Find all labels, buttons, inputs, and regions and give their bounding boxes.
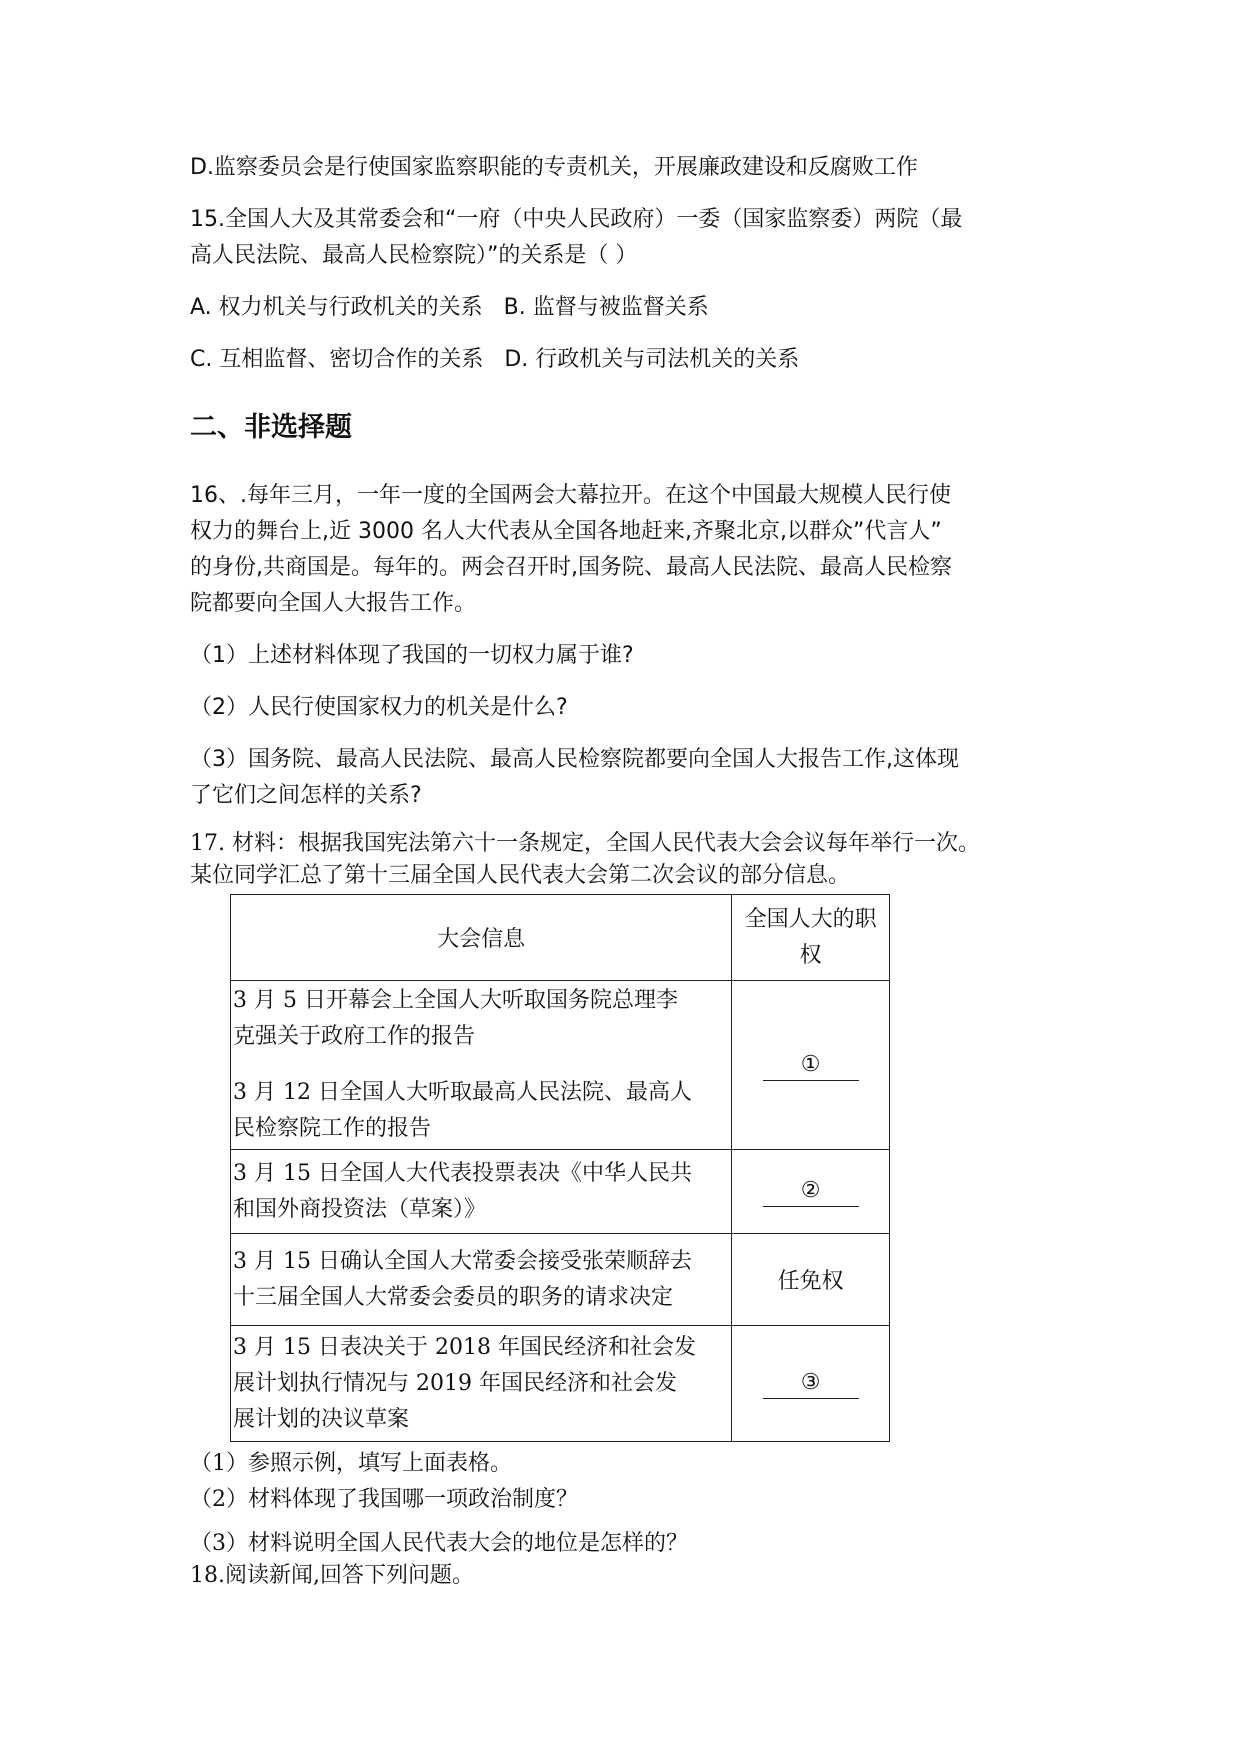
q17-line2: 某位同学汇总了第十三届全国人民代表大会第二次会议的部分信息。 xyxy=(190,863,851,888)
table-row xyxy=(231,981,890,1150)
row3-info-cell xyxy=(231,1234,732,1326)
row3-power: 任免权 xyxy=(777,1269,844,1294)
row2-power-cell xyxy=(732,1150,890,1234)
header-info: 大会信息 xyxy=(437,927,526,952)
q17-sub1: （1）参照示例，填写上面表格。 xyxy=(190,1451,512,1476)
q16-line3: 的身份,共商国是。每年的。两会召开时,国务院、最高人民法院、最高人民检察 xyxy=(190,555,952,580)
q15-options-ab xyxy=(190,290,723,326)
row4-info-cell xyxy=(231,1326,732,1442)
row3-info xyxy=(231,1242,731,1318)
row1-info-b-line1: 3 月 12 日全国人大听取最高人民法院、最高人 xyxy=(233,1080,692,1105)
q16-sub3-line2: 了它们之间怎样的关系? xyxy=(190,783,422,808)
q17-info-table xyxy=(230,894,890,1442)
q16-line4: 院都要向全国人大报告工作。 xyxy=(190,591,477,616)
row4-info-line1: 3 月 15 日表决关于 2018 年国民经济和社会发 xyxy=(233,1334,696,1360)
header-info-cell xyxy=(231,895,732,981)
header-power-cell xyxy=(732,895,890,981)
q15-options-cd xyxy=(190,342,813,378)
row2-info-line2: 和国外商投资法（草案）》 xyxy=(233,1196,487,1222)
row4-info-line3: 展计划的决议草案 xyxy=(233,1406,410,1432)
row1-info-cell xyxy=(231,981,732,1150)
header-power-line1: 全国人大的职 xyxy=(744,906,877,932)
table-row xyxy=(231,1234,890,1326)
table-row xyxy=(231,1326,890,1442)
q17-sub2: （2）材料体现了我国哪一项政治制度？ xyxy=(190,1487,578,1512)
row2-info-line1: 3 月 15 日全国人大代表投票表决《中华人民共 xyxy=(233,1160,692,1186)
header-power-line2: 权 xyxy=(799,942,822,968)
section2-title: 二、非选择题 xyxy=(190,412,352,443)
table-row xyxy=(231,1150,890,1234)
q15-stem-line1: 15.全国人大及其常委会和“一府（中央人民政府）一委（国家监察委）两院（最 xyxy=(190,207,963,232)
row4-info-line2: 展计划执行情况与 2019 年国民经济和社会发 xyxy=(233,1370,677,1396)
q16-line1: 16、.每年三月，一年一度的全国两会大幕拉开。在这个中国最大规模人民行使 xyxy=(190,483,951,508)
q15-option-b: B. 监督与被监督关系 xyxy=(503,295,709,320)
q14-option-d: D.监察委员会是行使国家监察职能的专责机关，开展廉政建设和反腐败工作 xyxy=(190,155,918,180)
q16-sub1: （1）上述材料体现了我国的一切权力属于谁? xyxy=(190,643,634,668)
q18-line1: 18.阅读新闻,回答下列问题。 xyxy=(190,1563,474,1588)
row3-info-line2: 十三届全国人大常委会委员的职务的请求决定 xyxy=(233,1284,674,1310)
q17-sub3: （3）材料说明全国人民代表大会的地位是怎样的？ xyxy=(190,1531,688,1556)
row4-power-cell xyxy=(732,1326,890,1442)
row1-info-b xyxy=(231,1073,731,1149)
q16-sub3-line1: （3）国务院、最高人民法院、最高人民检察院都要向全国人大报告工作,这体现 xyxy=(190,747,959,772)
row1-info-a xyxy=(231,981,731,1057)
q16-line2: 权力的舞台上,近 3000 名人大代表从全国各地赶来,齐聚北京,以群众”代言人” xyxy=(190,519,942,544)
row3-info-line1: 3 月 15 日确认全国人大常委会接受张荣顺辞去 xyxy=(233,1248,692,1274)
row2-info-cell xyxy=(231,1150,732,1234)
row2-info xyxy=(231,1154,731,1230)
q17-line1: 17. 材料：根据我国宪法第六十一条规定，全国人民代表大会会议每年举行一次。 xyxy=(190,831,980,856)
answer-blank-2: ② xyxy=(763,1176,859,1207)
table-header-row xyxy=(231,895,890,981)
q15-option-d: D. 行政机关与司法机关的关系 xyxy=(504,347,800,372)
row1-power-cell xyxy=(732,981,890,1150)
q15-option-a: A. 权力机关与行政机关的关系 xyxy=(190,295,483,320)
row3-power-cell xyxy=(732,1234,890,1326)
q15-option-c: C. 互相监督、密切合作的关系 xyxy=(190,347,484,372)
q15-stem-line2: 高人民法院、最高人民检察院）”的关系是（ ） xyxy=(190,243,638,268)
row1-info-a-line1: 3 月 5 日开幕会上全国人大听取国务院总理李 xyxy=(233,988,678,1013)
answer-blank-3: ③ xyxy=(763,1368,859,1399)
q16-sub2: （2）人民行使国家权力的机关是什么? xyxy=(190,695,568,720)
row1-info-b-line2: 民检察院工作的报告 xyxy=(233,1116,432,1141)
answer-blank-1: ① xyxy=(763,1050,859,1081)
row4-info xyxy=(231,1328,731,1440)
row1-info-a-line2: 克强关于政府工作的报告 xyxy=(233,1024,476,1049)
